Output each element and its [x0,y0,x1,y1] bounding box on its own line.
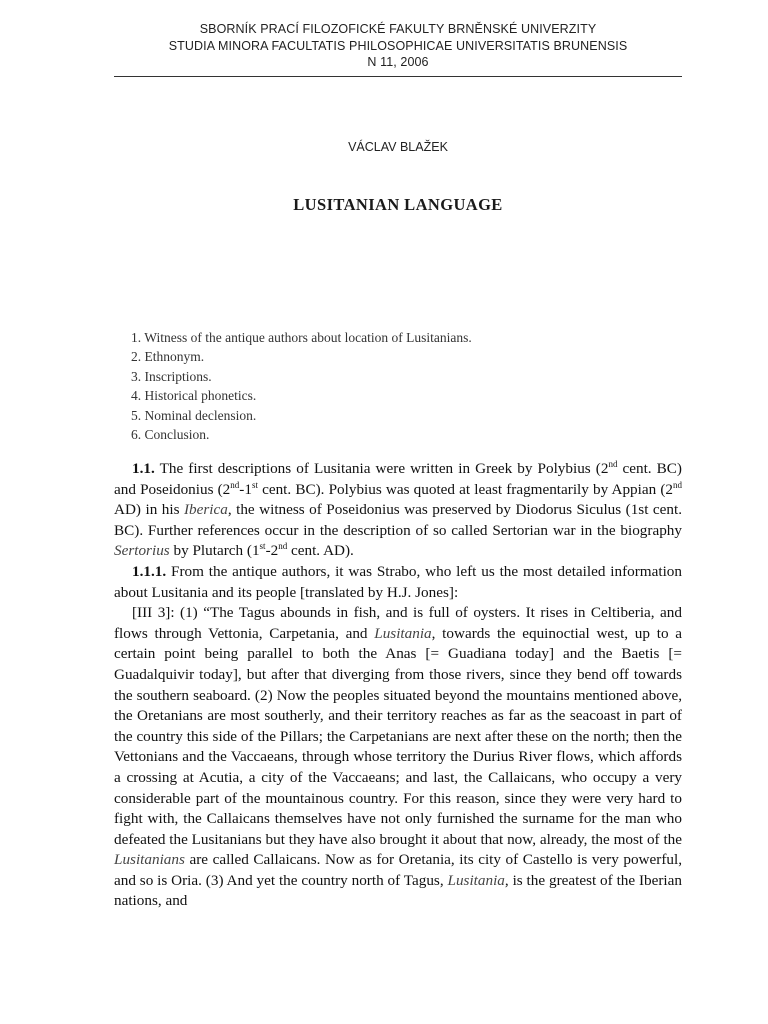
text-run: [III 3]: (1) “The Tagus abounds in fish, and is full of oysters. It rises in Celtiberia, and flows through Vettonia, Carpetania, and [114,604,682,642]
text-run: -1 [239,480,252,498]
text-run: From the antique authors, it was Strabo, who left us the most detailed information about Lusitania and its people [translated by H.J. Jones]: [114,562,682,601]
superscript: nd [608,459,618,469]
header-rule [114,76,682,77]
superscript: st [259,541,266,552]
italic-term: Lusitanians [114,851,185,869]
text-run: cent. BC). Polybius was quoted at least fragmentarily by Appian (2 [257,480,673,498]
text-run: by Plutarch (1 [169,542,260,560]
text-run: are called Callaicans. Now as for Oretania, its city of Castello is very powerful, and so is Oria. (3) And yet the country north of Tagus, [114,851,682,889]
italic-title: Sertorius [114,542,170,560]
text-run: cent. BC) and Poseidonius (2 [114,460,682,498]
paragraph-1-1 [114,459,682,562]
italic-term: Lusitania [447,871,505,889]
text-run: , towards the equinoctial west, up to a certain point being parallel to both the Anas [= Guadiana today] and the Baetis [= Guadalquivir today], but after that diverging from those rivers, since they bend off towards the southern seaboard. (2) Now the peoples situated beyond the mountains mentioned above, the Oretanians are most southerly, and their territory reaches as far as the seacoast in part of the country this side of the Pillars; the Carpetanians are next after these on the north; then the Vettonians and the Vaccaeans, through whose territory the Durius River flows, which affords a crossing at Acutia, a city of the Vaccaeans; and last, the Callaicans, who occupy a very considerable part of the mountainous country. For this reason, since they were very hard to fight with, the Callaicans themselves have not only furnished the surname for the man who defeated the Lusitanians but they have also brought it about that now, already, the most of the [114,624,682,848]
text-run: , is the greatest of the Iberian nations, and [114,871,682,910]
article-title: LUSITANIAN LANGUAGE [293,195,503,214]
text-run: , the witness of Poseidonius was preserved by Diodorus Siculus (1st cent. BC). Further references occur in the description of so called Sertorian war in the biography [114,501,683,539]
italic-title: Iberica [183,501,228,519]
article-body [114,459,682,912]
toc-item: 4. Historical phonetics. [131,388,257,404]
italic-term: Lusitania [374,624,432,642]
superscript: st [251,479,258,490]
journal-header [114,21,682,71]
superscript: nd [230,479,240,490]
superscript: nd [278,541,288,552]
header-line-3: N 11, 2006 [367,55,429,69]
paragraph-strabo-quote [114,603,682,912]
toc-item: 3. Inscriptions. [131,368,212,384]
toc-item: 1. Witness of the antique authors about location of Lusitanians. [131,330,472,345]
text-run: cent. AD). [287,542,354,560]
author-name: VÁCLAV BLAŽEK [348,140,448,154]
text-run: AD) in his [114,501,184,519]
superscript: nd [673,479,682,490]
toc-item: 5. Nominal declension. [131,407,257,423]
text-run: The first descriptions of Lusitania were written in Greek by Polybius (2 [154,460,609,477]
paragraph-1-1-1 [114,562,682,603]
section-number: 1.1. [132,460,155,477]
header-line-1: SBORNÍK PRACÍ FILOZOFICKÉ FAKULTY BRNĚNSKÉ UNIVERZITY [199,22,597,36]
header-line-2: STUDIA MINORA FACULTATIS PHILOSOPHICAE UNIVERSITATIS BRUNENSIS [168,38,628,53]
section-number: 1.1.1. [132,562,167,580]
toc-item: 6. Conclusion. [131,427,210,443]
text-run: -2 [265,542,279,560]
table-of-contents [131,328,472,444]
toc-item: 2. Ethnonym. [131,349,205,365]
